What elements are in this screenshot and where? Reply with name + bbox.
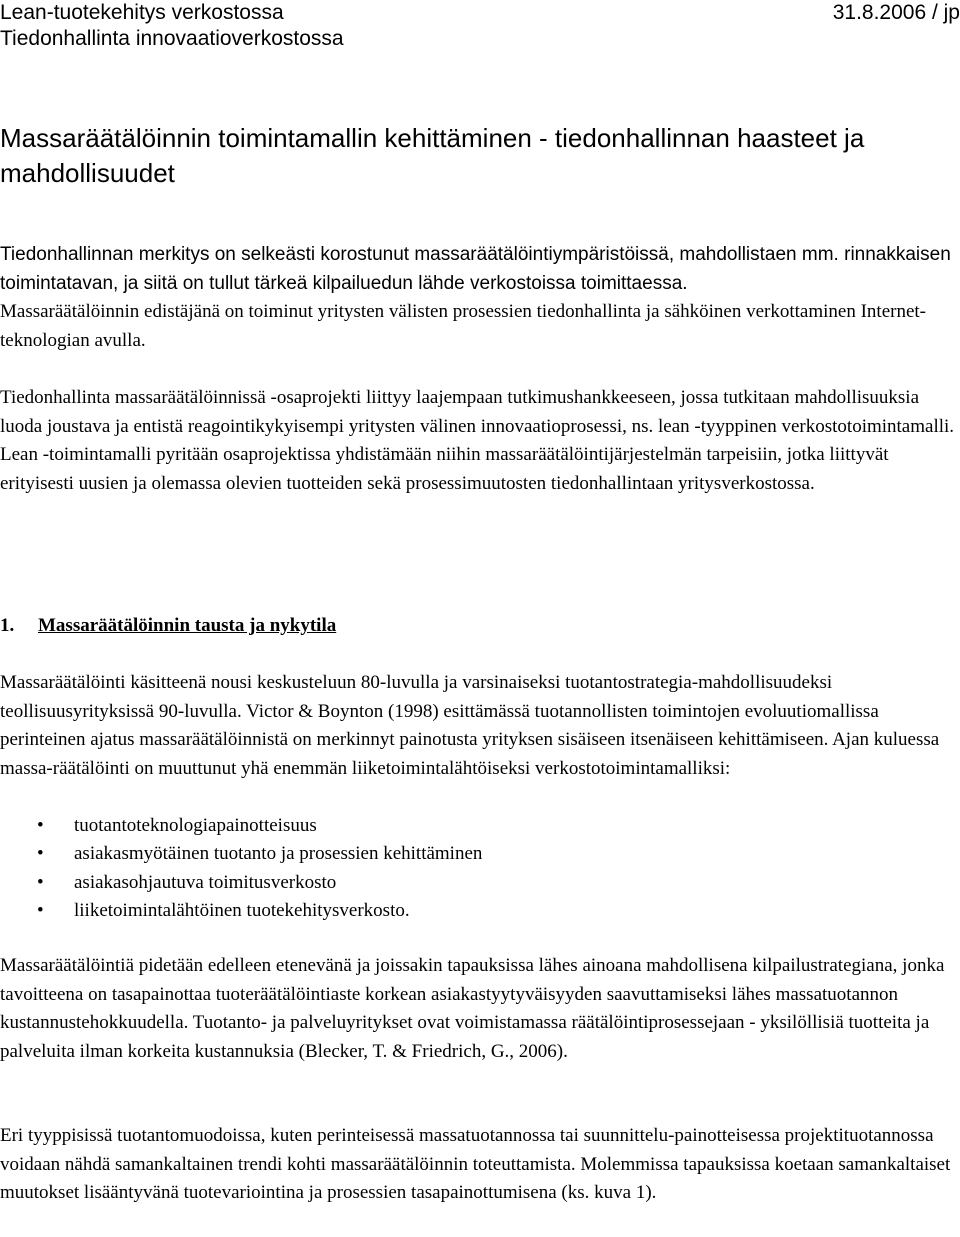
intro-paragraph xyxy=(0,241,960,355)
section-1-heading xyxy=(0,612,336,640)
paragraph-background: Massaräätälöinti käsitteenä nousi keskusteluun 80-luvulla ja varsinaiseksi tuotantostrategia-mahdollisuudeksi teollisuusyrityksissä 90-luvulla. Victor & Boynton (1998) esittämässä tuotannollisten toimintojen evoluutiomallissa perinteinen ajatus massaräätälöinnistä on merkinnyt painotusta yrityksen sisäiseen itsenäiseen kehittämiseen. Ajan kuluessa massa-räätälöinti on muuttunut yhä enemmän liiketoimintalähtöiseksi verkostotoimintamalliksi: xyxy=(0,672,940,779)
list-item: • asiakasohjautuva toimitusverkosto xyxy=(0,869,482,897)
header-subproject-title: Tiedonhallinta innovaatioverkostossa xyxy=(0,27,344,50)
bullet-icon: • xyxy=(37,843,44,865)
section-1-number: 1. xyxy=(0,615,15,636)
paragraph-competitive-strategy: Massaräätälöintiä pidetään edelleen etenevänä ja joissakin tapauksissa lähes ainoana mahdollisena kilpailustrategiana, jonka tavoitteena on tasapainottaa tuoteräätälöintiaste korkean asiakastyytyväisyyden saavuttamiseksi lähes massatuotannon kustannustehokkuudella. Tuotanto- ja palveluyritykset ovat voimistamassa räätälöintiprosessejaan - yksilöllisiä tuotteita ja palveluita ilman korkeita kustannuksia (Blecker, T. & Friedrich, G., 2006). xyxy=(0,955,945,1062)
intro-sentence-2: Massaräätälöinnin edistäjänä on toiminut yritysten välisten prosessien tiedonhallinta ja sähköinen verkottaminen Internet-teknologian avulla. xyxy=(0,301,927,351)
header-date-author: 31.8.2006 / jp xyxy=(832,1,960,24)
document-title: Massaräätälöinnin toimintamallin kehittäminen - tiedonhallinnan haasteet ja mahdollisuudet xyxy=(0,123,865,188)
list-item: • liiketoimintalähtöinen tuotekehitysverkosto. xyxy=(0,897,482,925)
evolution-list xyxy=(0,812,482,926)
bullet-icon: • xyxy=(37,900,44,922)
bullet-icon: • xyxy=(37,871,44,893)
bullet-icon: • xyxy=(37,815,44,836)
list-item: • tuotantoteknologiapainotteisuus xyxy=(0,812,482,840)
paragraph-production-trends: Eri tyyppisissä tuotantomuodoissa, kuten perinteisessä massatuotannossa tai suunnittelu-painotteisessa projektituotannossa voidaan nähdä samankaltainen trendi kohti massaräätälöinnin toteuttamista. Molemmissa tapauksissa koetaan samankaltaiset muutokset lisääntyvänä tuotevariointina ja prosessien tasapainottumisena (ks. kuva 1). xyxy=(0,1125,951,1204)
header-project-title: Lean-tuotekehitys verkostossa xyxy=(0,1,284,24)
intro-sentence-1: Tiedonhallinnan merkitys on selkeästi korostunut massaräätälöintiympäristöissä, mahdollistaen mm. rinnakkaisen toimintatavan, ja siitä on tullut tärkeä kilpailuedun lähde verkostoissa toimittaessa. xyxy=(0,244,951,294)
list-item: • asiakasmyötäinen tuotanto ja prosessien kehittäminen xyxy=(0,840,482,868)
section-1-title: Massaräätälöinnin tausta ja nykytila xyxy=(38,615,337,636)
page-header xyxy=(0,0,960,26)
paragraph-project-scope: Tiedonhallinta massaräätälöinnissä -osaprojekti liittyy laajempaan tutkimushankkeeseen, jossa tutkitaan mahdollisuuksia luoda joustava ja entistä reagointikykyisempi yritysten välinen innovaatioprosessi, ns. lean -tyyppinen verkostotoimintamalli. Lean -toimintamalli pyritään osaprojektissa yhdistämään niihin massaräätälöintijärjestelmän tarpeisiin, jotka liittyvät erityisesti uusien ja olemassa olevien tuotteiden sekä prosessimuutosten tiedonhallintaan yritysverkostossa. xyxy=(0,387,955,494)
